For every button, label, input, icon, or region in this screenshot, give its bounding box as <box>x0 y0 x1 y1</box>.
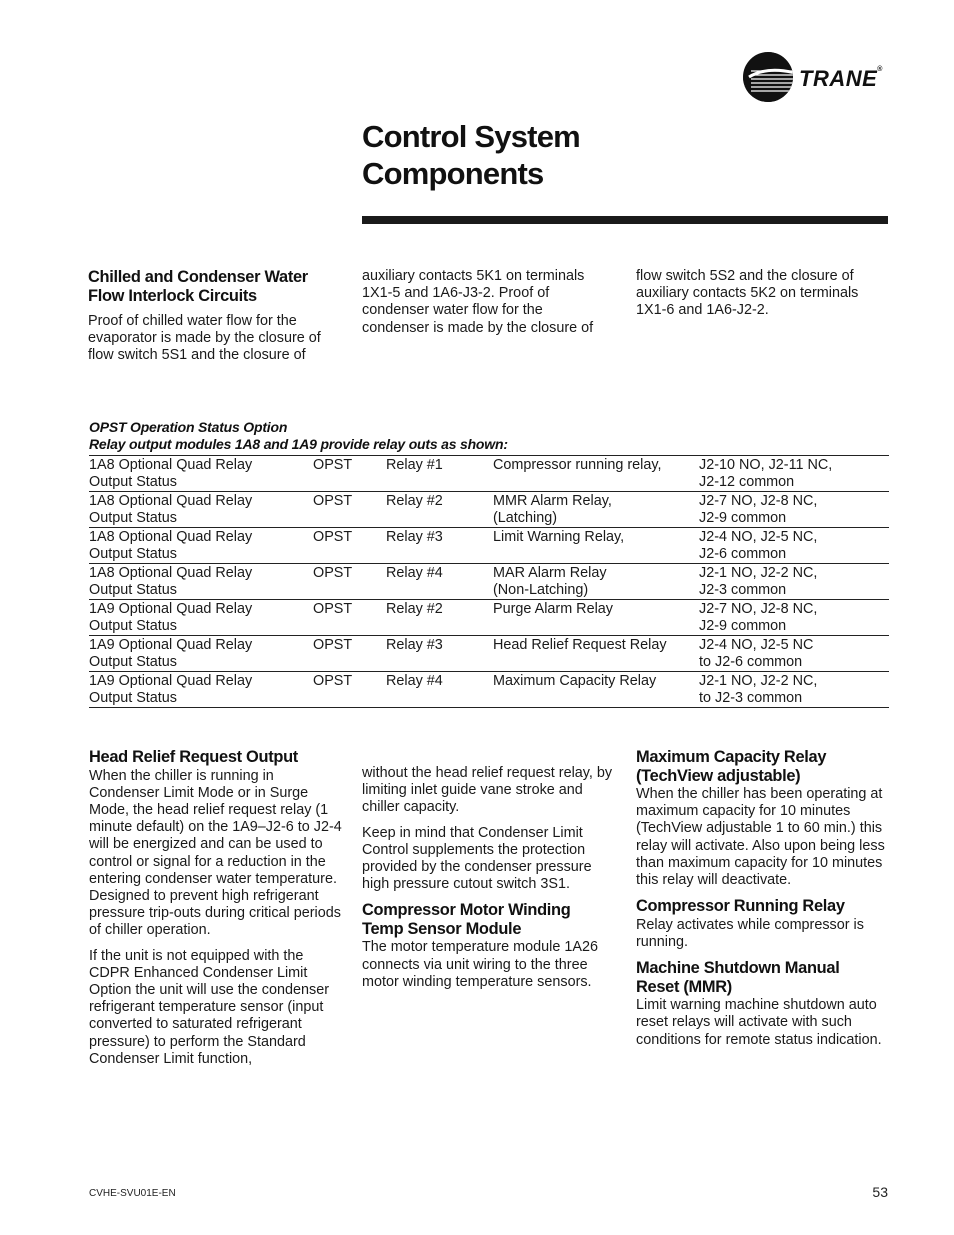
option-cell: OPST <box>313 637 353 653</box>
function-cell <box>493 672 699 708</box>
function-cell <box>493 528 699 564</box>
page-title <box>362 118 862 192</box>
option-cell: OPST <box>313 601 353 617</box>
document-code: CVHE-SVU01E-EN <box>89 1188 176 1199</box>
table-row <box>89 564 889 600</box>
max-capacity-text: When the chiller has been operating at maximum capacity for 10 minutes (TechView adjustable 1 to 60 min.) this relay will activate. Also upon being less than maximum capacity for 10 minutes this relay will deactivate. <box>636 786 885 889</box>
middle-text-2: Keep in mind that Condenser Limit Control supplements the protection provided by the condenser pressure high pressure cutout switch 3S1. <box>362 824 592 893</box>
module-cell <box>89 636 313 672</box>
function-cell-line: (Non-Latching) <box>493 581 589 598</box>
module-cell <box>89 564 313 600</box>
right-column <box>636 748 886 1057</box>
max-capacity-heading: Maximum Capacity Relay (TechView adjustable) <box>636 748 827 785</box>
table-row <box>89 600 889 636</box>
table-caption-title: OPST Operation Status Option <box>89 419 288 435</box>
module-cell-line: Output Status <box>89 617 177 634</box>
module-cell-line: 1A8 Optional Quad Relay <box>89 529 253 545</box>
relay-cell: Relay #3 <box>386 529 443 545</box>
option-cell: OPST <box>313 565 353 581</box>
contacts-cell-line: J2-9 common <box>699 509 787 526</box>
contacts-cell-line: J2-4 NO, J2-5 NC <box>699 637 814 653</box>
table-row <box>89 456 889 492</box>
machine-shutdown-text: Limit warning machine shutdown auto reset relays will activate with such conditions for remote status indication. <box>636 997 882 1048</box>
table-row <box>89 492 889 528</box>
motor-winding-heading: Compressor Motor Winding Temp Sensor Module <box>362 901 571 938</box>
module-cell-line: Output Status <box>89 581 177 598</box>
relay-cell: Relay #2 <box>386 601 443 617</box>
left-column <box>89 748 344 1076</box>
contacts-cell-line: J2-7 NO, J2-8 NC, <box>699 601 818 617</box>
table-row <box>89 672 889 708</box>
page-title-line-1: Control System <box>362 119 580 154</box>
function-cell-line: MMR Alarm Relay, <box>493 493 612 509</box>
title-rule <box>362 216 888 224</box>
module-cell <box>89 600 313 636</box>
intro-column-2 <box>362 268 612 345</box>
contacts-cell <box>699 528 889 564</box>
table-row <box>89 528 889 564</box>
function-cell-line: Purge Alarm Relay <box>493 601 613 617</box>
function-cell-line: (Latching) <box>493 509 557 526</box>
function-cell-line: Limit Warning Relay, <box>493 529 625 545</box>
contacts-cell <box>699 600 889 636</box>
module-cell <box>89 528 313 564</box>
module-cell-line: Output Status <box>89 473 177 490</box>
intro-column-1 <box>88 268 343 373</box>
head-relief-text-2: If the unit is not equipped with the CDPR Enhanced Condenser Limit Option the unit will use the condenser refrigerant temperature sensor (input converted to saturated refrigerant pressure) to perform the Standard Condenser Limit function, <box>89 947 329 1067</box>
module-cell-line: Output Status <box>89 653 177 670</box>
relay-table-body <box>89 456 889 708</box>
function-cell <box>493 492 699 528</box>
contacts-cell-line: J2-4 NO, J2-5 NC, <box>699 529 818 545</box>
module-cell-line: 1A9 Optional Quad Relay <box>89 673 253 689</box>
module-cell <box>89 456 313 492</box>
intro-column-3 <box>636 268 886 328</box>
intro-text-1: Proof of chilled water flow for the evaporator is made by the closure of flow switch 5S1 and the closure of <box>88 313 321 364</box>
head-relief-text-1: When the chiller is running in Condenser Limit Mode or in Surge Mode, the head relief request relay (1 minute default) on the 1A9–J2-6 to J2-4 will be energized and can be used to control or signal for a reduction in the entering condenser water temperature. Designed to prevent high refrigerant pressure trip-outs during critical periods of chiller operation. <box>89 767 342 939</box>
module-cell-line: 1A8 Optional Quad Relay <box>89 457 253 473</box>
contacts-cell-line: J2-7 NO, J2-8 NC, <box>699 493 818 509</box>
trane-wordmark: TRANE® <box>799 66 883 91</box>
relay-cell: Relay #3 <box>386 637 443 653</box>
option-cell: OPST <box>313 493 353 509</box>
relay-cell: Relay #2 <box>386 493 443 509</box>
intro-text-2: auxiliary contacts 5K1 on terminals 1X1-5 and 1A6-J3-2. Proof of condenser water flow for the condenser is made by the closure of <box>362 268 594 336</box>
intro-text-3: flow switch 5S2 and the closure of auxiliary contacts 5K2 on terminals 1X1-6 and 1A6-J2-2. <box>636 268 859 319</box>
table-caption-subtitle: Relay output modules 1A8 and 1A9 provide relay outs as shown: <box>89 436 508 452</box>
trane-logo-emblem <box>743 52 793 102</box>
table-row <box>89 636 889 672</box>
function-cell <box>493 600 699 636</box>
contacts-cell <box>699 564 889 600</box>
contacts-cell-line: J2-1 NO, J2-2 NC, <box>699 565 818 581</box>
table-caption <box>89 419 889 453</box>
relay-cell: Relay #4 <box>386 673 443 689</box>
module-cell-line: 1A8 Optional Quad Relay <box>89 493 253 509</box>
module-cell <box>89 492 313 528</box>
contacts-cell-line: J2-9 common <box>699 617 787 634</box>
head-relief-heading: Head Relief Request Output <box>89 748 298 766</box>
module-cell-line: 1A9 Optional Quad Relay <box>89 637 253 653</box>
middle-text-1: without the head relief request relay, by limiting inlet guide vane stroke and chiller capacity. <box>362 765 613 816</box>
contacts-cell <box>699 456 889 492</box>
middle-column <box>362 765 614 999</box>
intro-heading: Chilled and Condenser Water Flow Interlock Circuits <box>88 268 308 305</box>
page-title-line-2: Components <box>362 156 544 191</box>
contacts-cell <box>699 636 889 672</box>
option-cell: OPST <box>313 529 353 545</box>
contacts-cell-line: J2-3 common <box>699 581 787 598</box>
function-cell <box>493 636 699 672</box>
function-cell-line: Maximum Capacity Relay <box>493 673 657 689</box>
relay-table <box>89 455 889 708</box>
function-cell-line: MAR Alarm Relay <box>493 565 607 581</box>
module-cell-line: 1A9 Optional Quad Relay <box>89 601 253 617</box>
contacts-cell-line: to J2-6 common <box>699 653 803 670</box>
module-cell-line: Output Status <box>89 689 177 706</box>
option-cell: OPST <box>313 457 353 473</box>
contacts-cell-line: to J2-3 common <box>699 689 803 706</box>
machine-shutdown-heading: Machine Shutdown Manual Reset (MMR) <box>636 959 840 996</box>
contacts-cell-line: J2-10 NO, J2-11 NC, <box>699 457 833 473</box>
module-cell-line: Output Status <box>89 545 177 562</box>
relay-cell: Relay #4 <box>386 565 443 581</box>
function-cell-line: Compressor running relay, <box>493 457 662 473</box>
module-cell-line: 1A8 Optional Quad Relay <box>89 565 253 581</box>
contacts-cell-line: J2-1 NO, J2-2 NC, <box>699 673 818 689</box>
module-cell-line: Output Status <box>89 509 177 526</box>
page-number: 53 <box>872 1184 888 1200</box>
module-cell <box>89 672 313 708</box>
option-cell: OPST <box>313 673 353 689</box>
contacts-cell-line: J2-6 common <box>699 545 787 562</box>
relay-cell: Relay #1 <box>386 457 443 473</box>
contacts-cell <box>699 672 889 708</box>
function-cell-line: Head Relief Request Relay <box>493 637 667 653</box>
contacts-cell <box>699 492 889 528</box>
trane-logo <box>743 52 893 104</box>
function-cell <box>493 456 699 492</box>
motor-winding-text: The motor temperature module 1A26 connects via unit wiring to the three motor winding temperature sensors. <box>362 939 598 990</box>
compressor-running-text: Relay activates while compressor is running. <box>636 916 864 950</box>
function-cell <box>493 564 699 600</box>
contacts-cell-line: J2-12 common <box>699 473 795 490</box>
compressor-running-heading: Compressor Running Relay <box>636 897 845 916</box>
